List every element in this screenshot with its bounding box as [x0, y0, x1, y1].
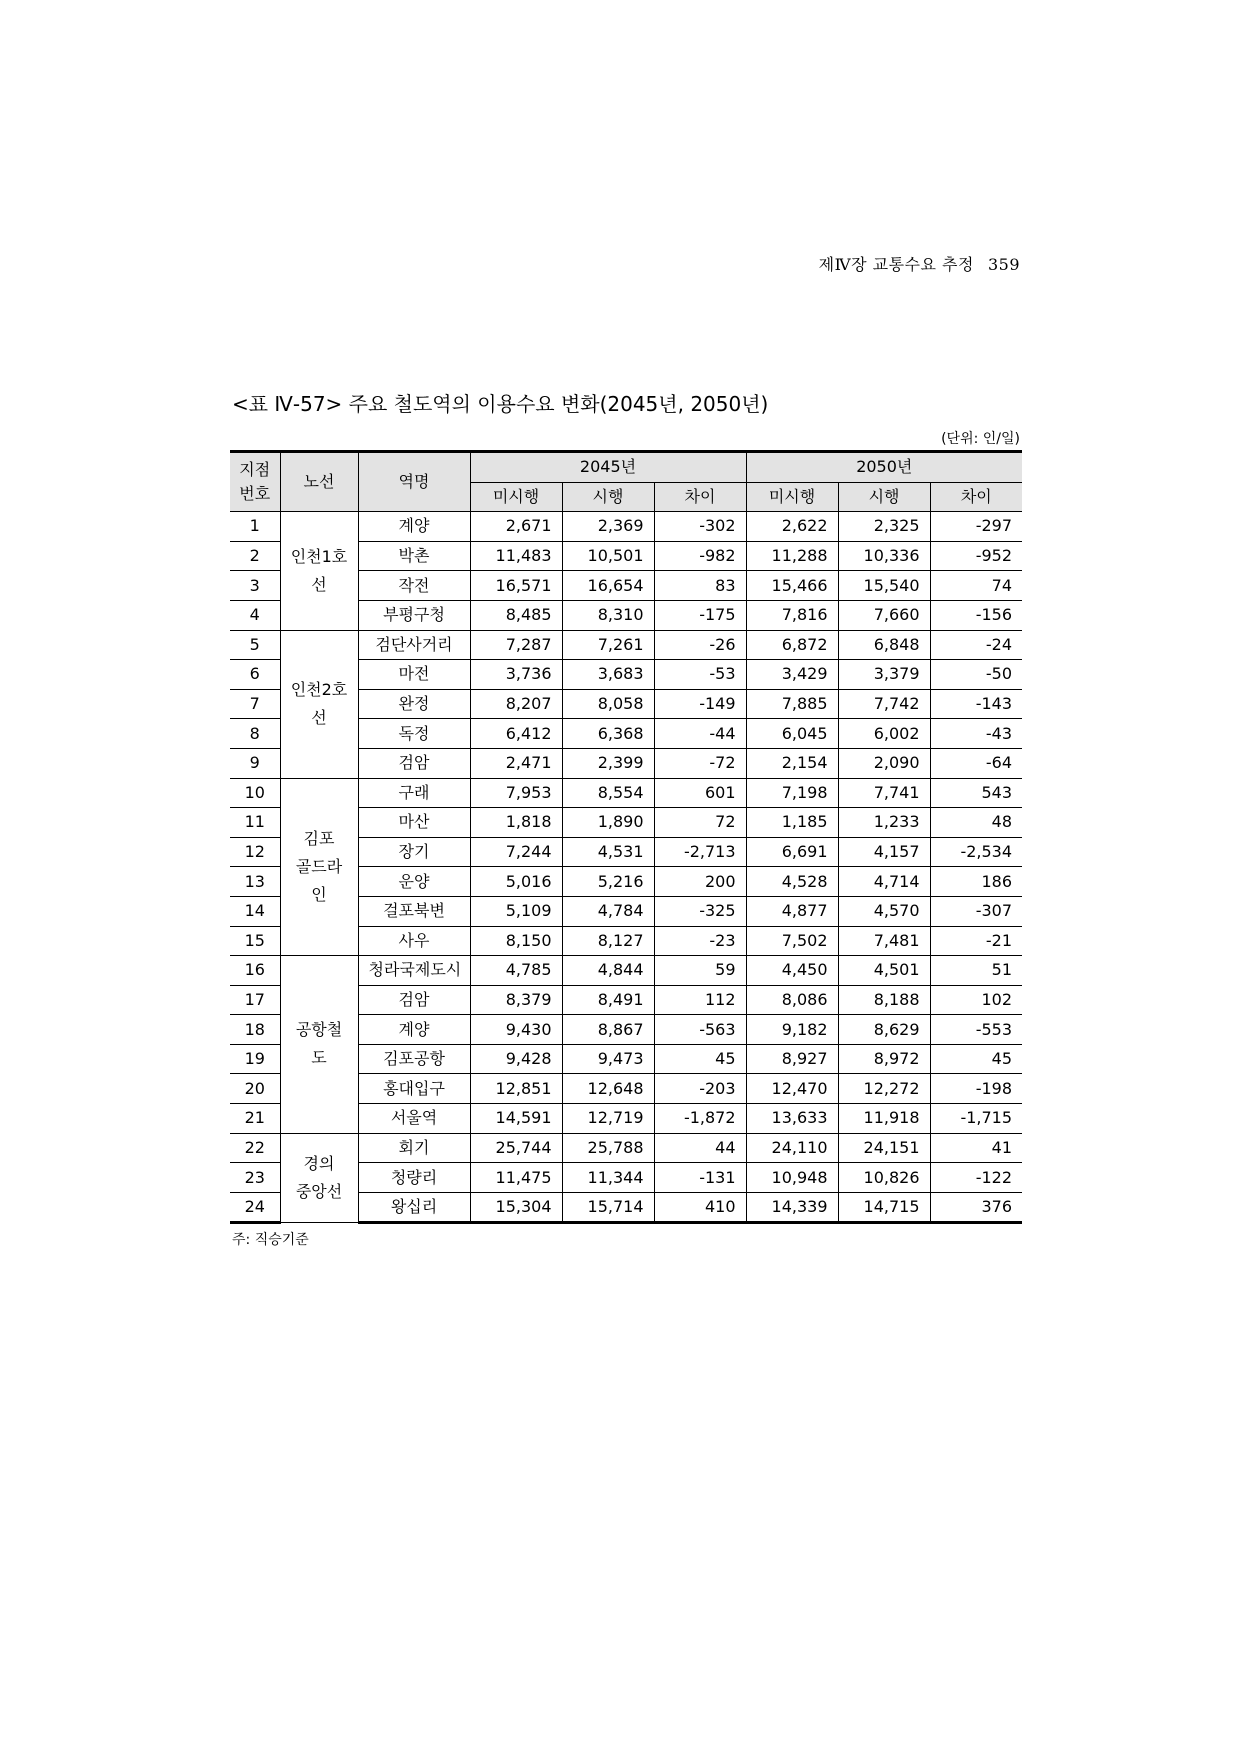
y2050-difference-cell: -297	[930, 512, 1022, 542]
y2045-implemented-cell: 8,310	[562, 600, 654, 630]
header-year-2045: 2045년	[470, 452, 746, 483]
line-name-cell: 김포 골드라인	[280, 778, 358, 956]
y2050-not-implemented-cell: 2,622	[746, 512, 838, 542]
y2050-implemented-cell: 6,002	[838, 719, 930, 749]
y2050-implemented-cell: 8,972	[838, 1044, 930, 1074]
y2050-difference-cell: -952	[930, 541, 1022, 571]
point-no-cell: 9	[230, 748, 280, 778]
y2045-not-implemented-cell: 11,483	[470, 541, 562, 571]
y2050-difference-cell: -64	[930, 748, 1022, 778]
point-no-cell: 10	[230, 778, 280, 808]
y2045-not-implemented-cell: 8,207	[470, 689, 562, 719]
y2050-difference-cell: -2,534	[930, 837, 1022, 867]
y2045-implemented-cell: 8,058	[562, 689, 654, 719]
header-year-2050: 2050년	[746, 452, 1022, 483]
station-cell: 홍대입구	[358, 1074, 470, 1104]
header-2045-not-implemented: 미시행	[470, 482, 562, 512]
y2050-difference-cell: -156	[930, 600, 1022, 630]
y2050-not-implemented-cell: 11,288	[746, 541, 838, 571]
y2045-implemented-cell: 4,531	[562, 837, 654, 867]
header-2045-implemented: 시행	[562, 482, 654, 512]
point-no-cell: 20	[230, 1074, 280, 1104]
y2045-implemented-cell: 7,261	[562, 630, 654, 660]
y2050-not-implemented-cell: 4,877	[746, 896, 838, 926]
y2045-difference-cell: -44	[654, 719, 746, 749]
y2045-difference-cell: -203	[654, 1074, 746, 1104]
y2045-not-implemented-cell: 25,744	[470, 1133, 562, 1163]
y2050-implemented-cell: 8,188	[838, 985, 930, 1015]
y2045-not-implemented-cell: 6,412	[470, 719, 562, 749]
y2045-implemented-cell: 4,844	[562, 956, 654, 986]
y2050-implemented-cell: 8,629	[838, 1015, 930, 1045]
table-row	[230, 512, 1022, 542]
point-no-cell: 1	[230, 512, 280, 542]
y2045-not-implemented-cell: 14,591	[470, 1104, 562, 1134]
y2050-not-implemented-cell: 3,429	[746, 660, 838, 690]
y2045-difference-cell: -53	[654, 660, 746, 690]
station-cell: 작전	[358, 571, 470, 601]
table-row	[230, 956, 1022, 986]
footnote: 주: 직승기준	[232, 1232, 309, 1248]
y2045-difference-cell: 83	[654, 571, 746, 601]
y2050-difference-cell: -43	[930, 719, 1022, 749]
y2050-implemented-cell: 4,157	[838, 837, 930, 867]
point-no-cell: 13	[230, 867, 280, 897]
y2045-implemented-cell: 8,127	[562, 926, 654, 956]
point-no-cell: 7	[230, 689, 280, 719]
y2045-implemented-cell: 12,648	[562, 1074, 654, 1104]
y2045-implemented-cell: 3,683	[562, 660, 654, 690]
chapter-title: 제Ⅳ장 교통수요 추정	[818, 255, 974, 274]
y2045-implemented-cell: 5,216	[562, 867, 654, 897]
y2050-not-implemented-cell: 8,927	[746, 1044, 838, 1074]
y2050-implemented-cell: 15,540	[838, 571, 930, 601]
y2045-implemented-cell: 8,554	[562, 778, 654, 808]
station-cell: 박촌	[358, 541, 470, 571]
point-no-cell: 8	[230, 719, 280, 749]
y2045-difference-cell: 72	[654, 808, 746, 838]
station-cell: 완정	[358, 689, 470, 719]
y2045-difference-cell: -23	[654, 926, 746, 956]
y2045-not-implemented-cell: 7,953	[470, 778, 562, 808]
y2045-not-implemented-cell: 8,379	[470, 985, 562, 1015]
point-no-cell: 2	[230, 541, 280, 571]
y2045-implemented-cell: 15,714	[562, 1192, 654, 1223]
y2050-not-implemented-cell: 24,110	[746, 1133, 838, 1163]
station-cell: 구래	[358, 778, 470, 808]
y2045-implemented-cell: 2,369	[562, 512, 654, 542]
y2050-not-implemented-cell: 6,872	[746, 630, 838, 660]
y2045-difference-cell: -149	[654, 689, 746, 719]
station-cell: 왕십리	[358, 1192, 470, 1223]
y2050-difference-cell: -24	[930, 630, 1022, 660]
line-name-cell: 인천1호선	[280, 512, 358, 630]
station-cell: 서울역	[358, 1104, 470, 1134]
y2050-difference-cell: 186	[930, 867, 1022, 897]
y2050-not-implemented-cell: 15,466	[746, 571, 838, 601]
station-cell: 계양	[358, 512, 470, 542]
table-header	[230, 452, 1022, 512]
station-cell: 검단사거리	[358, 630, 470, 660]
y2050-implemented-cell: 14,715	[838, 1192, 930, 1223]
station-cell: 독정	[358, 719, 470, 749]
y2045-not-implemented-cell: 8,485	[470, 600, 562, 630]
y2045-implemented-cell: 6,368	[562, 719, 654, 749]
y2050-difference-cell: -553	[930, 1015, 1022, 1045]
y2050-difference-cell: -21	[930, 926, 1022, 956]
y2050-not-implemented-cell: 7,198	[746, 778, 838, 808]
y2050-not-implemented-cell: 2,154	[746, 748, 838, 778]
y2045-implemented-cell: 8,491	[562, 985, 654, 1015]
y2045-not-implemented-cell: 7,287	[470, 630, 562, 660]
y2045-difference-cell: 601	[654, 778, 746, 808]
y2050-not-implemented-cell: 10,948	[746, 1163, 838, 1193]
station-demand-table	[230, 450, 1022, 1224]
line-name-cell: 공항철도	[280, 956, 358, 1134]
y2050-not-implemented-cell: 8,086	[746, 985, 838, 1015]
y2045-difference-cell: -26	[654, 630, 746, 660]
y2050-difference-cell: -50	[930, 660, 1022, 690]
y2045-not-implemented-cell: 1,818	[470, 808, 562, 838]
table-body	[230, 512, 1022, 1223]
station-cell: 청라국제도시	[358, 956, 470, 986]
y2045-implemented-cell: 9,473	[562, 1044, 654, 1074]
y2050-not-implemented-cell: 14,339	[746, 1192, 838, 1223]
header-2045-difference: 차이	[654, 482, 746, 512]
header-2050-not-implemented: 미시행	[746, 482, 838, 512]
y2045-difference-cell: 45	[654, 1044, 746, 1074]
station-cell: 검암	[358, 748, 470, 778]
point-no-cell: 17	[230, 985, 280, 1015]
y2050-difference-cell: 102	[930, 985, 1022, 1015]
y2045-not-implemented-cell: 4,785	[470, 956, 562, 986]
point-no-cell: 3	[230, 571, 280, 601]
y2045-difference-cell: -72	[654, 748, 746, 778]
y2045-not-implemented-cell: 11,475	[470, 1163, 562, 1193]
y2045-difference-cell: -325	[654, 896, 746, 926]
point-no-cell: 11	[230, 808, 280, 838]
y2050-implemented-cell: 11,918	[838, 1104, 930, 1134]
station-cell: 사우	[358, 926, 470, 956]
y2045-implemented-cell: 8,867	[562, 1015, 654, 1045]
y2045-difference-cell: -131	[654, 1163, 746, 1193]
line-name-cell: 인천2호선	[280, 630, 358, 778]
y2050-difference-cell: 45	[930, 1044, 1022, 1074]
y2050-implemented-cell: 7,660	[838, 600, 930, 630]
y2045-not-implemented-cell: 2,471	[470, 748, 562, 778]
point-no-cell: 24	[230, 1192, 280, 1223]
y2050-implemented-cell: 12,272	[838, 1074, 930, 1104]
point-no-cell: 19	[230, 1044, 280, 1074]
y2045-difference-cell: 200	[654, 867, 746, 897]
station-cell: 회기	[358, 1133, 470, 1163]
y2045-difference-cell: -982	[654, 541, 746, 571]
y2050-difference-cell: 543	[930, 778, 1022, 808]
y2050-not-implemented-cell: 6,045	[746, 719, 838, 749]
y2050-not-implemented-cell: 12,470	[746, 1074, 838, 1104]
y2050-not-implemented-cell: 6,691	[746, 837, 838, 867]
station-cell: 장기	[358, 837, 470, 867]
header-2050-implemented: 시행	[838, 482, 930, 512]
header-point-no: 지점 번호	[230, 452, 280, 512]
table-row	[230, 1133, 1022, 1163]
header-2050-difference: 차이	[930, 482, 1022, 512]
y2050-implemented-cell: 4,714	[838, 867, 930, 897]
point-no-cell: 6	[230, 660, 280, 690]
point-no-cell: 12	[230, 837, 280, 867]
y2050-difference-cell: 74	[930, 571, 1022, 601]
y2045-implemented-cell: 16,654	[562, 571, 654, 601]
header-line: 노선	[280, 452, 358, 512]
y2045-implemented-cell: 4,784	[562, 896, 654, 926]
y2050-not-implemented-cell: 1,185	[746, 808, 838, 838]
y2045-not-implemented-cell: 9,428	[470, 1044, 562, 1074]
y2045-not-implemented-cell: 15,304	[470, 1192, 562, 1223]
y2050-difference-cell: -143	[930, 689, 1022, 719]
y2045-difference-cell: 59	[654, 956, 746, 986]
header-station: 역명	[358, 452, 470, 512]
station-cell: 부평구청	[358, 600, 470, 630]
y2050-implemented-cell: 3,379	[838, 660, 930, 690]
y2045-difference-cell: -175	[654, 600, 746, 630]
y2050-implemented-cell: 4,570	[838, 896, 930, 926]
unit-label: (단위: 인/일)	[941, 431, 1020, 447]
page-number: 359	[987, 255, 1020, 274]
y2050-implemented-cell: 2,325	[838, 512, 930, 542]
station-cell: 김포공항	[358, 1044, 470, 1074]
y2050-difference-cell: 41	[930, 1133, 1022, 1163]
station-cell: 마전	[358, 660, 470, 690]
y2050-implemented-cell: 1,233	[838, 808, 930, 838]
point-no-cell: 4	[230, 600, 280, 630]
y2050-difference-cell: 51	[930, 956, 1022, 986]
y2050-difference-cell: 48	[930, 808, 1022, 838]
y2045-difference-cell: -302	[654, 512, 746, 542]
station-cell: 청량리	[358, 1163, 470, 1193]
y2045-implemented-cell: 11,344	[562, 1163, 654, 1193]
point-no-cell: 22	[230, 1133, 280, 1163]
y2050-implemented-cell: 7,481	[838, 926, 930, 956]
y2045-not-implemented-cell: 2,671	[470, 512, 562, 542]
y2050-difference-cell: -198	[930, 1074, 1022, 1104]
y2045-not-implemented-cell: 7,244	[470, 837, 562, 867]
y2050-implemented-cell: 4,501	[838, 956, 930, 986]
station-cell: 계양	[358, 1015, 470, 1045]
y2050-implemented-cell: 24,151	[838, 1133, 930, 1163]
line-name-cell: 경의 중앙선	[280, 1133, 358, 1223]
y2045-implemented-cell: 1,890	[562, 808, 654, 838]
y2050-difference-cell: -122	[930, 1163, 1022, 1193]
station-cell: 마산	[358, 808, 470, 838]
y2045-implemented-cell: 2,399	[562, 748, 654, 778]
y2050-not-implemented-cell: 7,816	[746, 600, 838, 630]
y2050-not-implemented-cell: 9,182	[746, 1015, 838, 1045]
y2050-implemented-cell: 2,090	[838, 748, 930, 778]
y2045-difference-cell: 112	[654, 985, 746, 1015]
point-no-cell: 16	[230, 956, 280, 986]
y2050-difference-cell: 376	[930, 1192, 1022, 1223]
y2045-not-implemented-cell: 5,016	[470, 867, 562, 897]
point-no-cell: 14	[230, 896, 280, 926]
y2050-not-implemented-cell: 4,450	[746, 956, 838, 986]
y2045-not-implemented-cell: 16,571	[470, 571, 562, 601]
y2050-implemented-cell: 10,336	[838, 541, 930, 571]
point-no-cell: 15	[230, 926, 280, 956]
running-header	[640, 252, 1020, 275]
y2045-implemented-cell: 25,788	[562, 1133, 654, 1163]
station-cell: 운양	[358, 867, 470, 897]
y2045-implemented-cell: 10,501	[562, 541, 654, 571]
y2045-not-implemented-cell: 9,430	[470, 1015, 562, 1045]
y2050-implemented-cell: 10,826	[838, 1163, 930, 1193]
y2045-not-implemented-cell: 12,851	[470, 1074, 562, 1104]
y2045-difference-cell: -563	[654, 1015, 746, 1045]
station-cell: 걸포북변	[358, 896, 470, 926]
table-row	[230, 630, 1022, 660]
y2050-difference-cell: -307	[930, 896, 1022, 926]
table-caption: <표 Ⅳ-57> 주요 철도역의 이용수요 변화(2045년, 2050년)	[232, 392, 769, 416]
y2050-implemented-cell: 7,741	[838, 778, 930, 808]
y2045-difference-cell: -2,713	[654, 837, 746, 867]
point-no-cell: 5	[230, 630, 280, 660]
y2045-not-implemented-cell: 5,109	[470, 896, 562, 926]
y2050-not-implemented-cell: 4,528	[746, 867, 838, 897]
y2050-implemented-cell: 6,848	[838, 630, 930, 660]
y2045-difference-cell: 410	[654, 1192, 746, 1223]
y2045-difference-cell: -1,872	[654, 1104, 746, 1134]
y2045-difference-cell: 44	[654, 1133, 746, 1163]
y2050-difference-cell: -1,715	[930, 1104, 1022, 1134]
y2050-not-implemented-cell: 7,885	[746, 689, 838, 719]
y2050-not-implemented-cell: 7,502	[746, 926, 838, 956]
y2050-implemented-cell: 7,742	[838, 689, 930, 719]
y2045-not-implemented-cell: 8,150	[470, 926, 562, 956]
point-no-cell: 21	[230, 1104, 280, 1134]
table-row	[230, 778, 1022, 808]
point-no-cell: 23	[230, 1163, 280, 1193]
y2050-not-implemented-cell: 13,633	[746, 1104, 838, 1134]
y2045-not-implemented-cell: 3,736	[470, 660, 562, 690]
y2045-implemented-cell: 12,719	[562, 1104, 654, 1134]
point-no-cell: 18	[230, 1015, 280, 1045]
station-cell: 검암	[358, 985, 470, 1015]
